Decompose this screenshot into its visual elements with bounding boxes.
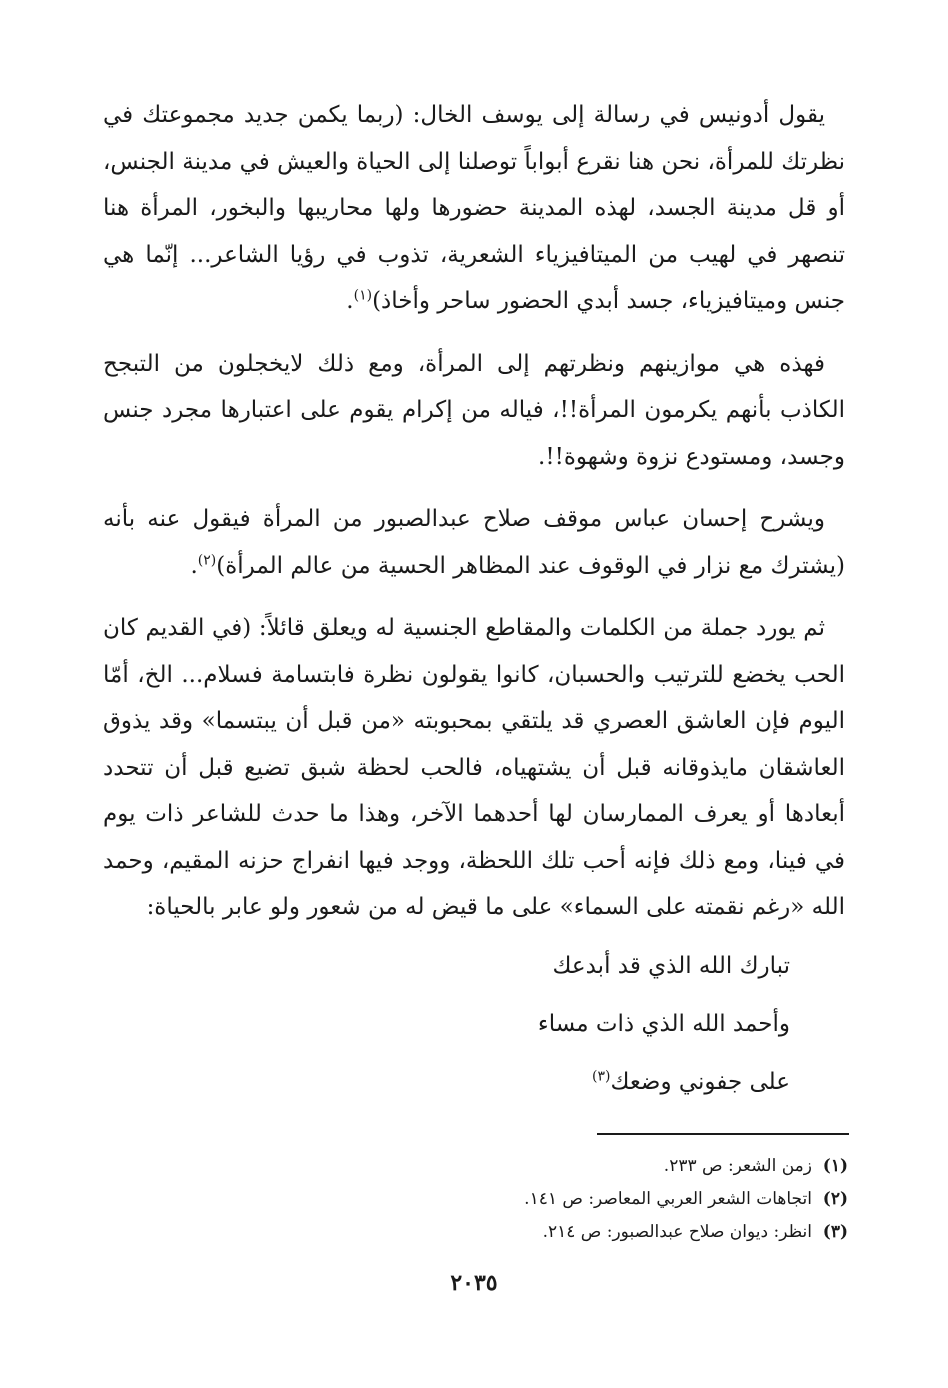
verse-line (103, 1053, 790, 1111)
paragraph-text: فهذه هي موازينهم ونظرتهم إلى المرأة، ومع ذلك لايخجلون من التبجح الكاذب بأنهم يكرمون المرأة!!، فياله من إكرام يقوم على اعتبارها مجرد جنس وجسد، ومستودع نزوة وشهوة!!. (103, 350, 845, 470)
footnote-number: (٣) (822, 1222, 848, 1242)
footnote-item (420, 1183, 848, 1216)
verse-line (103, 937, 790, 995)
footnote-number: (١) (822, 1156, 848, 1176)
footnote-reference: (٢) (197, 551, 217, 568)
footnote-number: (٢) (822, 1189, 848, 1209)
footnotes (420, 1150, 848, 1249)
footnote-reference: (١) (353, 287, 373, 304)
verse-line (103, 995, 790, 1053)
paragraph-ihsan-abbas (103, 496, 845, 589)
verse-text: على جفوني وضعك (610, 1068, 790, 1095)
footnote-item (420, 1150, 848, 1183)
footnote-text: اتجاهات الشعر العربي المعاصر: ص ١٤١. (524, 1189, 812, 1209)
verse-text: تبارك الله الذي قد أبدعك (552, 952, 790, 979)
footnote-text: انظر: ديوان صلاح عبدالصبور: ص ٢١٤. (542, 1222, 812, 1242)
footnote-item (420, 1216, 848, 1249)
paragraph-text: ثم يورد جملة من الكلمات والمقاطع الجنسية له ويعلق قائلاً: (في القديم كان الحب يخضع للترتيب والحسبان، كانوا يقولون نظرة فابتسامة فسلام... الخ، أمّا اليوم فإن العاشق العصري قد يلتقي بمحبوبته «من قبل أن يبتسما» وقد يذوق العاشقان مايذوقانه قبل أن يشتهياه، فالحب لحظة شبق تضيع قبل أن تتحدد أبعادها أو يعرف الممارسان لها أحدهما الآخر، وهذا ما حدث للشاعر ذات يوم في فينا، ومع ذلك فإنه أحب تلك اللحظة، ووجد فيها انفراج حزنه المقيم، وحمد الله «رغم نقمته على السماء» على ما قيض له من شعور ولو عابر بالحياة: (103, 615, 845, 920)
main-text (103, 92, 845, 1111)
paragraph-adonis-quote (103, 92, 845, 325)
poem-verse (103, 937, 845, 1111)
footnote-divider (597, 1133, 849, 1135)
footnote-text: زمن الشعر: ص ٢٣٣. (663, 1156, 812, 1176)
paragraph-tail: . (346, 288, 354, 314)
paragraph-sabur-quote (103, 605, 845, 931)
page-number: ٢٠٣٥ (450, 1270, 498, 1296)
paragraph-text: ويشرح إحسان عباس موقف صلاح عبدالصبور من المرأة فيقول عنه بأنه (يشترك مع نزار في الوقوف عند المظاهر الحسية من عالم المرأة) (103, 506, 845, 579)
paragraph-commentary (103, 341, 845, 481)
footnote-reference: (٣) (591, 1067, 611, 1084)
paragraph-text: يقول أدونيس في رسالة إلى يوسف الخال: (ربما يكمن جديد مجموعتك في نظرتك للمرأة، نحن هنا نقرع أبواباً توصلنا إلى الحياة والعيش في مدينة الجنس، أو قل مدينة الجسد، لهذه المدينة حضورها ولها محاريبها والبخور، المرأة هنا تنصهر في لهيب من الميتافيزياء الشعرية، تذوب في رؤيا الشاعر... إنّما هي جنس وميتافيزياء، جسد أبدي الحضور ساحر وأخاذ) (103, 102, 845, 314)
paragraph-tail: . (190, 552, 198, 579)
verse-text: وأحمد الله الذي ذات مساء (537, 1010, 790, 1037)
